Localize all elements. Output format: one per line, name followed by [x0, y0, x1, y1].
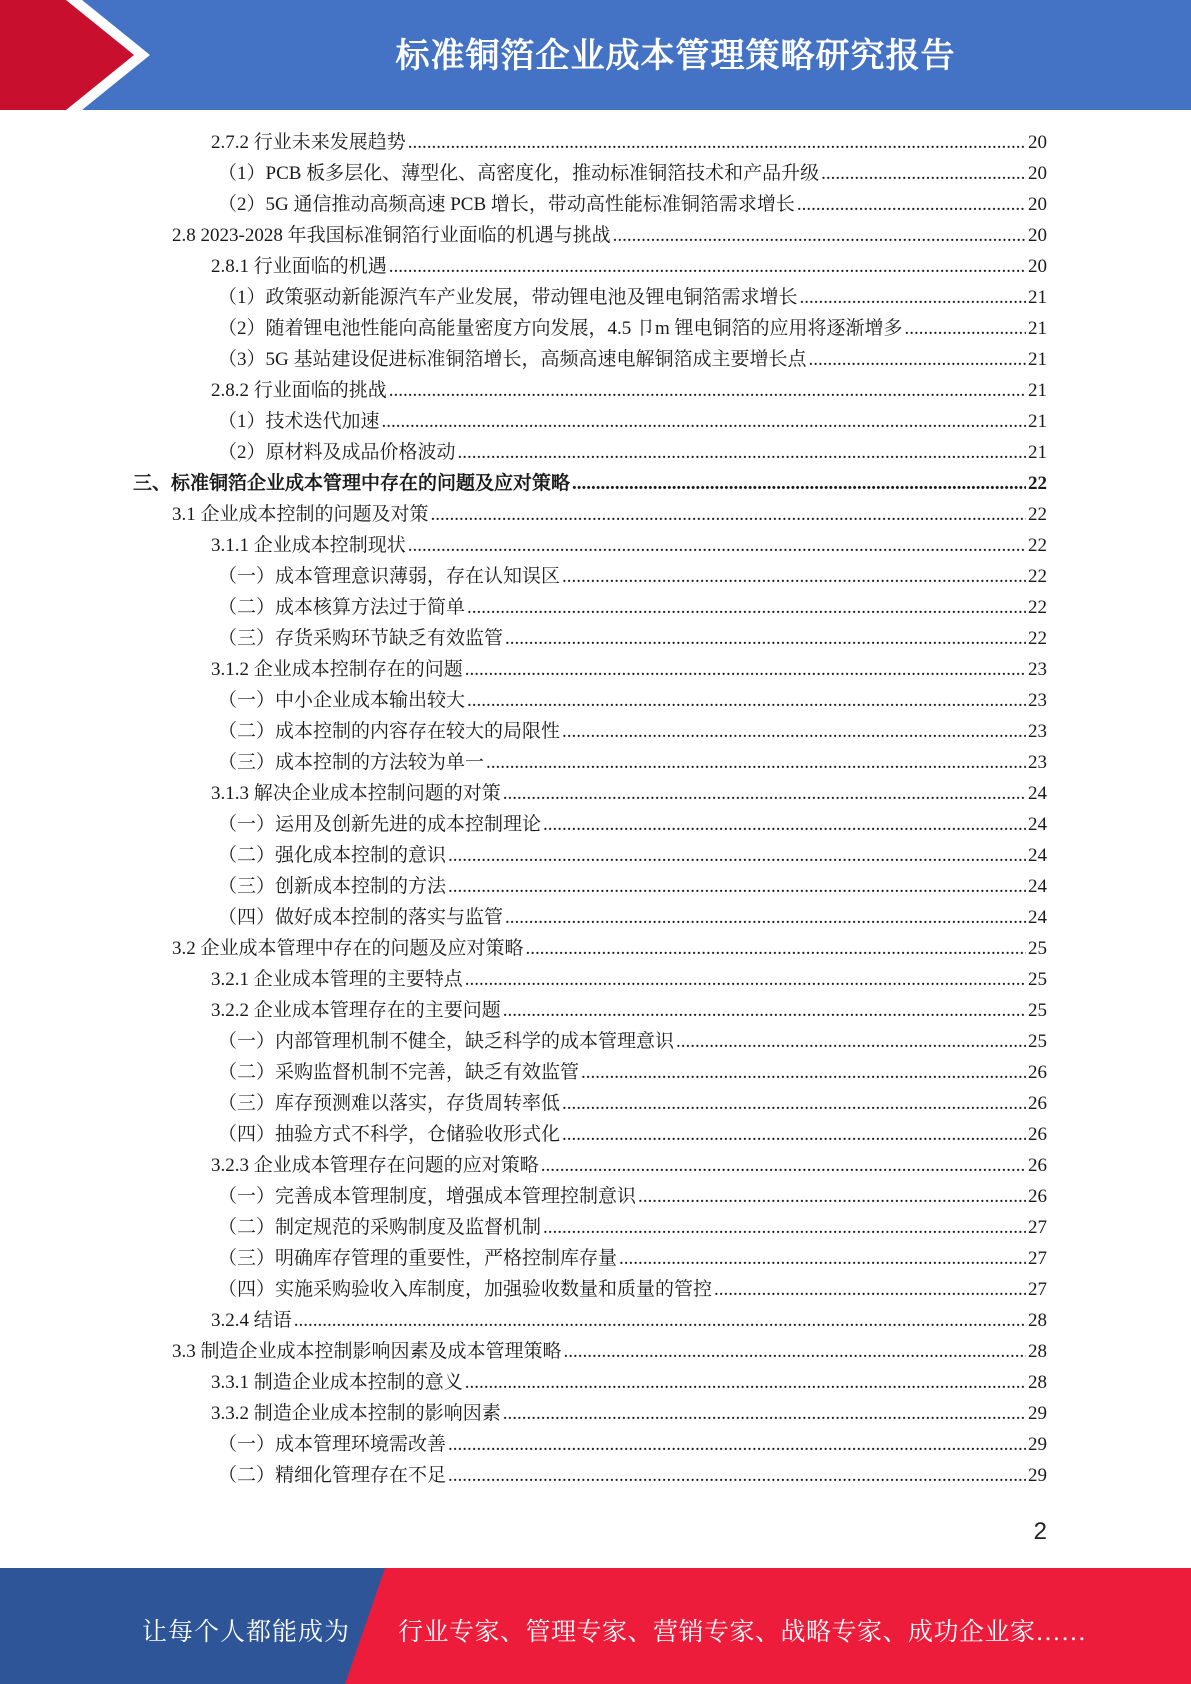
toc-entry-page: 24 [1028, 783, 1047, 804]
toc-dot-leader [465, 1367, 1026, 1398]
toc-dot-leader [382, 406, 1026, 437]
toc-entry-label: （一）完善成本管理制度，增强成本管理控制意识 [218, 1186, 637, 1207]
toc-entry[interactable] [211, 1150, 1047, 1181]
toc-dot-leader [465, 654, 1026, 685]
toc-entry[interactable] [218, 158, 1047, 189]
toc-entry-label: 2.8 2023-2028 年我国标准铜箔行业面临的机遇与挑战 [172, 225, 611, 246]
toc-dot-leader [543, 1212, 1026, 1243]
toc-entry[interactable] [218, 313, 1047, 344]
toc-entry-label: 3.1.3 解决企业成本控制问题的对策 [211, 783, 501, 804]
toc-entry-page: 29 [1028, 1465, 1047, 1486]
toc-entry-page: 25 [1028, 969, 1047, 990]
toc-dot-leader [562, 1088, 1026, 1119]
toc-entry-page: 22 [1028, 504, 1047, 525]
toc-entry-label: （2）随着锂电池性能向高能量密度方向发展，4.5 卩m 锂电铜箔的应用将逐渐增多 [218, 318, 903, 339]
toc-entry-page: 23 [1028, 721, 1047, 742]
toc-entry[interactable] [218, 189, 1047, 220]
toc-entry[interactable] [211, 251, 1047, 282]
toc-entry-page: 26 [1028, 1186, 1047, 1207]
toc-dot-leader [389, 251, 1026, 282]
toc-entry-label: （二）成本控制的内容存在较大的局限性 [218, 721, 561, 742]
toc-entry-page: 28 [1028, 1341, 1047, 1362]
toc-entry-label: （四）做好成本控制的落实与监管 [218, 907, 504, 928]
toc-entry[interactable] [211, 778, 1047, 809]
toc-dot-leader [505, 902, 1026, 933]
toc-dot-leader [467, 592, 1026, 623]
toc-entry-page: 22 [1028, 597, 1047, 618]
toc-entry[interactable] [211, 375, 1047, 406]
toc-entry[interactable] [218, 1088, 1047, 1119]
toc-entry-label: （一）成本管理意识薄弱，存在认知误区 [218, 566, 561, 587]
toc-entry-label: （三）存货采购环节缺乏有效监管 [218, 628, 504, 649]
toc-entry[interactable] [218, 282, 1047, 313]
toc-entry-label: 3.2.2 企业成本管理存在的主要问题 [211, 1000, 501, 1021]
toc-entry-label: （三）库存预测难以落实，存货周转率低 [218, 1093, 561, 1114]
toc-entry-page: 21 [1028, 380, 1047, 401]
toc-entry-page: 20 [1028, 256, 1047, 277]
toc-entry[interactable] [218, 1026, 1047, 1057]
toc-entry-page: 26 [1028, 1155, 1047, 1176]
page-footer [0, 1568, 1191, 1684]
page-number: 2 [1033, 1518, 1047, 1545]
toc-entry[interactable] [218, 840, 1047, 871]
toc-dot-leader [503, 1398, 1026, 1429]
toc-entry-label: 3.2.3 企业成本管理存在问题的应对策略 [211, 1155, 539, 1176]
toc-entry-page: 27 [1028, 1248, 1047, 1269]
toc-dot-leader [486, 747, 1026, 778]
toc-entry[interactable] [133, 468, 1047, 499]
toc-dot-leader [448, 840, 1026, 871]
toc-entry-page: 24 [1028, 876, 1047, 897]
toc-entry-label: （1）政策驱动新能源汽车产业发展，带动锂电池及锂电铜箔需求增长 [218, 287, 798, 308]
toc-entry[interactable] [218, 1181, 1047, 1212]
toc-dot-leader [541, 1150, 1026, 1181]
toc-dot-leader [619, 1243, 1026, 1274]
toc-entry-label: （三）明确库存管理的重要性，严格控制库存量 [218, 1248, 618, 1269]
toc-entry-label: 3.1 企业成本控制的问题及对策 [172, 504, 429, 525]
toc-entry-page: 22 [1028, 628, 1047, 649]
toc-dot-leader [797, 189, 1026, 220]
toc-dot-leader [448, 1429, 1026, 1460]
toc-dot-leader [676, 1026, 1026, 1057]
toc-dot-leader [562, 716, 1026, 747]
toc-dot-leader [800, 282, 1026, 313]
toc-dot-leader [458, 437, 1026, 468]
toc-dot-leader [294, 1305, 1026, 1336]
toc-dot-leader [408, 530, 1026, 561]
toc-entry-page: 20 [1028, 163, 1047, 184]
toc-entry[interactable] [218, 902, 1047, 933]
toc-entry-label: （二）成本核算方法过于简单 [218, 597, 466, 618]
toc-entry-page: 23 [1028, 690, 1047, 711]
toc-entry-page: 25 [1028, 938, 1047, 959]
toc-entry-label: 3.1.2 企业成本控制存在的问题 [211, 659, 463, 680]
toc-entry[interactable] [172, 499, 1047, 530]
toc-entry-page: 29 [1028, 1403, 1047, 1424]
toc-entry-label: （3）5G 基站建设促进标准铜箔增长，高频高速电解铜箔成主要增长点 [218, 349, 807, 370]
toc-entry-label: （1）技术迭代加速 [218, 411, 380, 432]
toc-dot-leader [503, 778, 1026, 809]
toc-dot-leader [808, 344, 1026, 375]
toc-dot-leader [505, 623, 1026, 654]
toc-entry-page: 21 [1028, 318, 1047, 339]
toc-entry-label: 3.3.2 制造企业成本控制的影响因素 [211, 1403, 501, 1424]
toc-entry[interactable] [211, 964, 1047, 995]
toc-dot-leader [526, 933, 1026, 964]
toc-entry-page: 22 [1028, 473, 1047, 494]
toc-entry[interactable] [218, 871, 1047, 902]
toc-entry-page: 20 [1028, 194, 1047, 215]
toc-entry-label: （三）成本控制的方法较为单一 [218, 752, 485, 773]
toc-entry-label: （三）创新成本控制的方法 [218, 876, 447, 897]
toc-entry[interactable] [211, 995, 1047, 1026]
toc-dot-leader [562, 561, 1026, 592]
toc-entry-page: 21 [1028, 349, 1047, 370]
toc-dot-leader [638, 1181, 1026, 1212]
toc-entry-label: （四）抽验方式不科学，仓储验收形式化 [218, 1124, 561, 1145]
toc-entry-label: 三、标准铜箔企业成本管理中存在的问题及应对策略 [133, 473, 571, 494]
toc-entry[interactable] [218, 1057, 1047, 1088]
toc-entry-label: （一）运用及创新先进的成本控制理论 [218, 814, 542, 835]
toc-entry-label: 3.2 企业成本管理中存在的问题及应对策略 [172, 938, 524, 959]
toc-entry-page: 29 [1028, 1434, 1047, 1455]
toc-dot-leader [543, 809, 1026, 840]
toc-entry[interactable] [218, 1243, 1047, 1274]
toc-entry-page: 20 [1028, 132, 1047, 153]
toc-entry-label: （一）中小企业成本输出较大 [218, 690, 466, 711]
toc-entry-page: 27 [1028, 1217, 1047, 1238]
toc-entry-page: 20 [1028, 225, 1047, 246]
toc-entry-label: （2）5G 通信推动高频高速 PCB 增长，带动高性能标准铜箔需求增长 [218, 194, 795, 215]
toc-entry[interactable] [218, 1429, 1047, 1460]
toc-entry-label: （一）内部管理机制不健全，缺乏科学的成本管理意识 [218, 1031, 675, 1052]
toc-entry[interactable] [218, 716, 1047, 747]
toc-entry[interactable] [211, 530, 1047, 561]
toc-entry[interactable] [211, 127, 1047, 158]
toc-entry[interactable] [218, 685, 1047, 716]
toc-dot-leader [572, 468, 1026, 499]
toc-entry-label: （四）实施采购验收入库制度，加强验收数量和质量的管控 [218, 1279, 713, 1300]
toc-entry-page: 23 [1028, 752, 1047, 773]
toc-entry[interactable] [211, 1367, 1047, 1398]
toc-entry-page: 28 [1028, 1310, 1047, 1331]
toc-entry[interactable] [218, 809, 1047, 840]
toc-dot-leader [714, 1274, 1026, 1305]
toc-entry-label: （1）PCB 板多层化、薄型化、高密度化，推动标准铜箔技术和产品升级 [218, 163, 820, 184]
toc-entry-label: 2.7.2 行业未来发展趋势 [211, 132, 406, 153]
toc-dot-leader [613, 220, 1026, 251]
toc-entry-page: 25 [1028, 1031, 1047, 1052]
toc-entry[interactable] [218, 592, 1047, 623]
toc-dot-leader [562, 1119, 1026, 1150]
report-title: 标准铜箔企业成本管理策略研究报告 [395, 36, 956, 76]
toc-entry[interactable] [211, 1398, 1047, 1429]
toc-entry-page: 25 [1028, 1000, 1047, 1021]
toc-entry-page: 22 [1028, 566, 1047, 587]
toc-dot-leader [905, 313, 1026, 344]
toc-entry-label: （二）制定规范的采购制度及监督机制 [218, 1217, 542, 1238]
toc-entry-page: 23 [1028, 659, 1047, 680]
toc-entry-label: 3.1.1 企业成本控制现状 [211, 535, 406, 556]
toc-dot-leader [408, 127, 1026, 158]
toc-entry-label: 3.2.1 企业成本管理的主要特点 [211, 969, 463, 990]
toc-entry-page: 26 [1028, 1093, 1047, 1114]
toc-dot-leader [581, 1057, 1026, 1088]
toc-entry-label: （2）原材料及成品价格波动 [218, 442, 456, 463]
footer-slogan-left: 让每个人都能成为 [142, 1619, 351, 1646]
toc-entry[interactable] [211, 1305, 1047, 1336]
toc-entry-page: 24 [1028, 814, 1047, 835]
toc-entry-label: 3.3.1 制造企业成本控制的意义 [211, 1372, 463, 1393]
toc-entry-label: 2.8.1 行业面临的机遇 [211, 256, 387, 277]
toc-entry[interactable] [218, 561, 1047, 592]
toc-entry-page: 27 [1028, 1279, 1047, 1300]
toc-entry-page: 21 [1028, 287, 1047, 308]
toc-entry-page: 26 [1028, 1124, 1047, 1145]
toc-entry-label: （一）成本管理环境需改善 [218, 1434, 447, 1455]
toc-entry-page: 24 [1028, 845, 1047, 866]
footer-slogan-right: 行业专家、管理专家、营销专家、战略专家、成功企业家…… [398, 1619, 1087, 1646]
toc-dot-leader [465, 964, 1026, 995]
toc-entry-label: 3.2.4 结语 [211, 1310, 292, 1331]
toc-entry[interactable] [218, 1212, 1047, 1243]
toc-dot-leader [448, 1460, 1026, 1491]
toc-entry[interactable] [218, 437, 1047, 468]
toc-entry[interactable] [172, 220, 1047, 251]
toc-entry-label: 2.8.2 行业面临的挑战 [211, 380, 387, 401]
toc-entry[interactable] [211, 654, 1047, 685]
toc-entry[interactable] [172, 1336, 1047, 1367]
toc-entry[interactable] [218, 747, 1047, 778]
page-header [0, 0, 1191, 110]
toc-dot-leader [564, 1336, 1026, 1367]
toc-entry[interactable] [218, 1274, 1047, 1305]
toc-entry-label: （二）强化成本控制的意识 [218, 845, 447, 866]
toc-dot-leader [467, 685, 1026, 716]
toc-entry-page: 26 [1028, 1062, 1047, 1083]
toc-entry[interactable] [218, 344, 1047, 375]
toc-entry-label: （二）采购监督机制不完善，缺乏有效监管 [218, 1062, 580, 1083]
toc-entry-page: 28 [1028, 1372, 1047, 1393]
toc-entry[interactable] [172, 933, 1047, 964]
toc-dot-leader [448, 871, 1026, 902]
toc-dot-leader [389, 375, 1026, 406]
toc-entry-label: 3.3 制造企业成本控制影响因素及成本管理策略 [172, 1341, 562, 1362]
toc-entry[interactable] [218, 1119, 1047, 1150]
toc-entry-page: 21 [1028, 411, 1047, 432]
toc-entry[interactable] [218, 1460, 1047, 1491]
toc-entry[interactable] [218, 623, 1047, 654]
toc-entry-page: 24 [1028, 907, 1047, 928]
toc-dot-leader [431, 499, 1026, 530]
toc-dot-leader [821, 158, 1026, 189]
toc-entry[interactable] [218, 406, 1047, 437]
toc-entry-page: 21 [1028, 442, 1047, 463]
toc-entry-label: （二）精细化管理存在不足 [218, 1465, 447, 1486]
toc-entry-page: 22 [1028, 535, 1047, 556]
red-arrow-icon [0, 0, 150, 110]
toc-dot-leader [503, 995, 1026, 1026]
